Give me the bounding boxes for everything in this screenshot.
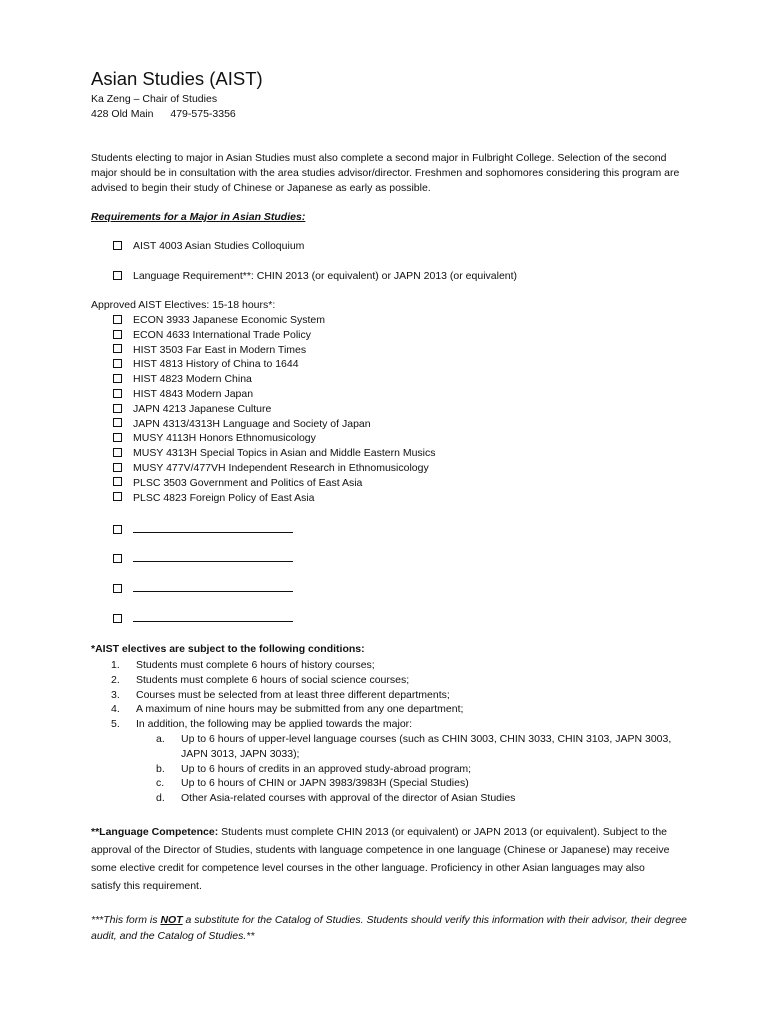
sub-conditions-list <box>111 732 671 806</box>
elective-label: HIST 4813 History of China to 1644 <box>133 358 299 371</box>
note-pre: ***This form is <box>91 914 161 926</box>
note-emphasis: NOT <box>160 914 183 926</box>
checkbox[interactable] <box>113 477 122 486</box>
elective-label: HIST 3503 Far East in Modern Times <box>133 343 307 356</box>
requirements-heading: Requirements for a Major in Asian Studies: <box>91 211 306 223</box>
checkbox[interactable] <box>113 492 122 501</box>
office-address: 428 Old Main <box>91 108 154 120</box>
sub-condition-item <box>156 732 671 747</box>
elective-item <box>113 357 436 372</box>
elective-item <box>113 372 436 387</box>
sub-condition-text: Other Asia-related courses with approval of the director of Asian Studies <box>181 792 516 805</box>
elective-label: JAPN 4213 Japanese Culture <box>133 402 272 415</box>
sub-condition-letter: c. <box>156 777 165 790</box>
checkbox[interactable] <box>113 525 122 534</box>
elective-label: ECON 3933 Japanese Economic System <box>133 314 326 326</box>
condition-number: 3. <box>111 688 120 701</box>
condition-item <box>111 673 671 688</box>
blank-entry-line[interactable] <box>133 523 293 533</box>
elective-item <box>113 461 436 476</box>
elective-label: HIST 4843 Modern Japan <box>133 387 254 400</box>
office-phone: 479-575-3356 <box>170 108 236 120</box>
condition-item <box>111 702 671 717</box>
checkbox[interactable] <box>113 448 122 457</box>
condition-item <box>111 688 671 703</box>
language-competence-label: **Language Competence: <box>91 826 219 838</box>
electives-list <box>113 313 436 505</box>
sub-condition-item <box>156 762 671 777</box>
condition-number: 2. <box>111 673 120 686</box>
checkbox[interactable] <box>113 330 122 339</box>
sub-condition-item <box>156 776 671 791</box>
requirement-item <box>113 270 517 282</box>
note-post: a substitute for the Catalog of Studies. Students should verify this information with their advisor, their degree audit, and the Catalog of Studies.** <box>91 914 687 942</box>
checkbox[interactable] <box>113 374 122 383</box>
blank-elective-item <box>113 612 293 625</box>
elective-label: ECON 4633 International Trade Policy <box>133 328 312 341</box>
condition-number: 1. <box>111 659 120 671</box>
condition-text: Students must complete 6 hours of social science courses; <box>136 673 410 686</box>
sub-condition-text: Up to 6 hours of upper-level language courses (such as CHIN 3003, CHIN 3033, CHIN 3103, JAPN 3003, <box>181 732 672 745</box>
checkbox[interactable] <box>113 614 122 623</box>
checkbox[interactable] <box>113 433 122 442</box>
elective-item <box>113 417 436 432</box>
condition-text: Courses must be selected from at least three different departments; <box>136 688 450 701</box>
checkbox[interactable] <box>113 584 122 593</box>
elective-item <box>113 402 436 417</box>
condition-item <box>111 658 671 673</box>
electives-label: Approved AIST Electives: 15-18 hours*: <box>91 299 276 311</box>
blank-elective-item <box>113 523 293 536</box>
blank-entry-line[interactable] <box>133 582 293 592</box>
contact-line <box>91 108 236 120</box>
condition-text: A maximum of nine hours may be submitted from any one department; <box>136 703 464 716</box>
sub-condition-text: Up to 6 hours of CHIN or JAPN 3983/3983H (Special Studies) <box>181 777 469 790</box>
checkbox[interactable] <box>113 418 122 427</box>
elective-label: MUSY 477V/477VH Independent Research in Ethnomusicology <box>133 461 429 474</box>
condition-number: 5. <box>111 718 120 731</box>
elective-item <box>113 476 436 491</box>
checkbox[interactable] <box>113 241 122 250</box>
checkbox[interactable] <box>113 359 122 368</box>
sub-condition-letter: d. <box>156 792 165 805</box>
elective-item <box>113 446 436 461</box>
sub-condition-continuation: JAPN 3013, JAPN 3033); <box>181 747 300 760</box>
language-competence-paragraph <box>91 823 671 895</box>
checkbox[interactable] <box>113 315 122 324</box>
elective-item <box>113 328 436 343</box>
condition-item <box>111 717 671 806</box>
blank-entry-line[interactable] <box>133 612 293 622</box>
conditions-heading: *AIST electives are subject to the following conditions: <box>91 643 365 655</box>
condition-number: 4. <box>111 703 120 716</box>
checkbox[interactable] <box>113 389 122 398</box>
blank-entry-line[interactable] <box>133 552 293 562</box>
blank-elective-item <box>113 552 293 565</box>
condition-text: In addition, the following may be applied towards the major: <box>136 718 413 731</box>
checkbox[interactable] <box>113 463 122 472</box>
checkbox[interactable] <box>113 404 122 413</box>
requirement-label: AIST 4003 Asian Studies Colloquium <box>133 240 305 252</box>
requirement-label: Language Requirement**: CHIN 2013 (or equivalent) or JAPN 2013 (or equivalent) <box>133 270 518 282</box>
sub-condition-item <box>156 791 671 806</box>
elective-label: PLSC 3503 Government and Politics of East Asia <box>133 476 363 489</box>
sub-condition-letter: b. <box>156 762 165 775</box>
condition-text: Students must complete 6 hours of history courses; <box>136 659 375 671</box>
checkbox[interactable] <box>113 344 122 353</box>
elective-item <box>113 491 436 506</box>
elective-label: PLSC 4823 Foreign Policy of East Asia <box>133 491 315 504</box>
elective-item <box>113 431 436 446</box>
sub-condition-text: Up to 6 hours of credits in an approved study-abroad program; <box>181 762 472 775</box>
elective-item <box>113 387 436 402</box>
checkbox[interactable] <box>113 271 122 280</box>
elective-item <box>113 343 436 358</box>
sub-condition-letter: a. <box>156 732 165 745</box>
chair-line: Ka Zeng – Chair of Studies <box>91 93 218 105</box>
elective-item <box>113 313 436 328</box>
elective-label: HIST 4823 Modern China <box>133 373 252 386</box>
disclaimer-note <box>91 912 691 944</box>
checkbox[interactable] <box>113 554 122 563</box>
requirement-item <box>113 240 304 252</box>
elective-label: MUSY 4113H Honors Ethnomusicology <box>133 432 316 445</box>
elective-label: MUSY 4313H Special Topics in Asian and Middle Eastern Musics <box>133 447 436 460</box>
blank-elective-item <box>113 582 293 595</box>
intro-paragraph: Students electing to major in Asian Studies must also complete a second major in Fulbright College. Selection of the second major should be in consultation with the area studies advisor/director. Freshmen and sophomores considering this program are advised to begin their study of Chinese or Japanese as early as possible. <box>91 152 680 194</box>
language-competence-text: Students must complete CHIN 2013 (or equivalent) or JAPN 2013 (or equivalent). Subject to the approval of the Director of Studies, students with language competence in one language (Chinese or Japanese) may receive some elective credit for competence level courses in the other language. Proficiency in other Asian languages may also satisfy this requirement. <box>91 826 670 892</box>
conditions-list <box>111 658 671 806</box>
elective-label: JAPN 4313/4313H Language and Society of Japan <box>133 417 371 430</box>
page-title: Asian Studies (AIST) <box>91 68 263 89</box>
